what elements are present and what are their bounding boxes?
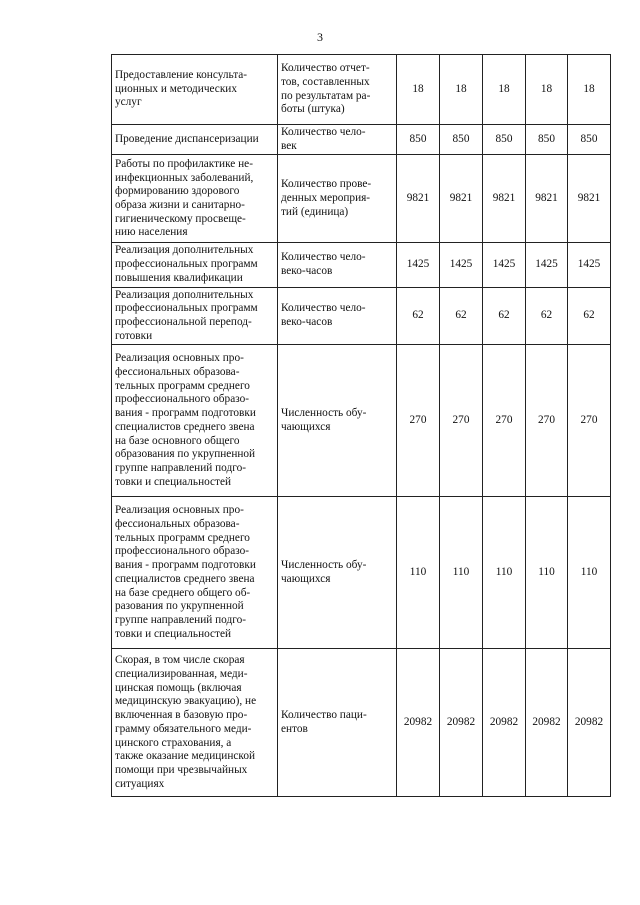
indicator-cell: Численность обу- чающихся — [278, 345, 397, 497]
value-cell: 1425 — [440, 243, 483, 287]
value-cell: 20982 — [568, 649, 611, 797]
value-cell: 1425 — [568, 243, 611, 287]
value-cell: 20982 — [440, 649, 483, 797]
page-number: 3 — [317, 30, 323, 44]
value-cell: 850 — [568, 125, 611, 155]
value-cell: 110 — [397, 497, 440, 649]
indicator-cell: Количество отчет- тов, составленных по результатам ра- боты (штука) — [278, 55, 397, 125]
indicator-cell: Количество чело- век — [278, 125, 397, 155]
value-cell: 270 — [440, 345, 483, 497]
value-cell: 20982 — [483, 649, 526, 797]
service-name-cell: Предоставление консульта- ционных и методических услуг — [112, 55, 278, 125]
value-cell: 62 — [568, 287, 611, 345]
services-table — [111, 54, 611, 797]
value-cell: 20982 — [397, 649, 440, 797]
value-cell: 9821 — [526, 155, 568, 243]
value-cell: 62 — [483, 287, 526, 345]
value-cell: 850 — [397, 125, 440, 155]
value-cell: 9821 — [397, 155, 440, 243]
value-cell: 270 — [397, 345, 440, 497]
value-cell: 62 — [440, 287, 483, 345]
value-cell: 62 — [526, 287, 568, 345]
value-cell: 850 — [483, 125, 526, 155]
table-row — [112, 345, 611, 497]
value-cell: 20982 — [526, 649, 568, 797]
value-cell: 110 — [440, 497, 483, 649]
value-cell: 9821 — [440, 155, 483, 243]
service-name-cell: Реализация основных про- фессиональных образова- тельных программ среднего профессионального образо- вания - программ подготовки специалистов среднего звена на базе основного общего образования по укрупненной группе направлений подго- товки и специальностей — [112, 345, 278, 497]
value-cell: 18 — [526, 55, 568, 125]
table-row — [112, 243, 611, 287]
table-row — [112, 649, 611, 797]
value-cell: 9821 — [483, 155, 526, 243]
value-cell: 850 — [440, 125, 483, 155]
service-name-cell: Реализация дополнительных профессиональных программ повышения квалификации — [112, 243, 278, 287]
service-name-cell: Работы по профилактике не- инфекционных заболеваний, формированию здорового образа жизни и санитарно- гигиеническому просвеще- нию населения — [112, 155, 278, 243]
value-cell: 110 — [483, 497, 526, 649]
service-name-cell: Реализация дополнительных профессиональных программ профессиональной перепод- готовки — [112, 287, 278, 345]
table-row — [112, 55, 611, 125]
value-cell: 110 — [526, 497, 568, 649]
indicator-cell: Численность обу- чающихся — [278, 497, 397, 649]
value-cell: 1425 — [526, 243, 568, 287]
value-cell: 62 — [397, 287, 440, 345]
service-name-cell: Проведение диспансеризации — [112, 125, 278, 155]
value-cell: 270 — [526, 345, 568, 497]
table-row — [112, 125, 611, 155]
value-cell: 9821 — [568, 155, 611, 243]
service-name-cell: Реализация основных про- фессиональных образова- тельных программ среднего профессионального образо- вания - программ подготовки специалистов среднего звена на базе среднего общего об- разования по укрупненной группе направлений подго- товки и специальностей — [112, 497, 278, 649]
value-cell: 18 — [440, 55, 483, 125]
table-row — [112, 155, 611, 243]
value-cell: 110 — [568, 497, 611, 649]
value-cell: 1425 — [483, 243, 526, 287]
value-cell: 18 — [397, 55, 440, 125]
table-row — [112, 497, 611, 649]
value-cell: 18 — [483, 55, 526, 125]
table-row — [112, 287, 611, 345]
indicator-cell: Количество чело- веко-часов — [278, 243, 397, 287]
indicator-cell: Количество прове- денных мероприя- тий (единица) — [278, 155, 397, 243]
value-cell: 850 — [526, 125, 568, 155]
value-cell: 1425 — [397, 243, 440, 287]
value-cell: 270 — [568, 345, 611, 497]
service-name-cell: Скорая, в том числе скорая специализированная, меди- цинская помощь (включая медицинскую эвакуацию), не включенная в базовую про- грамму обязательного меди- цинского страхования, а также оказание медицинской помощи при чрезвычайных ситуациях — [112, 649, 278, 797]
indicator-cell: Количество паци- ентов — [278, 649, 397, 797]
value-cell: 18 — [568, 55, 611, 125]
indicator-cell: Количество чело- веко-часов — [278, 287, 397, 345]
value-cell: 270 — [483, 345, 526, 497]
